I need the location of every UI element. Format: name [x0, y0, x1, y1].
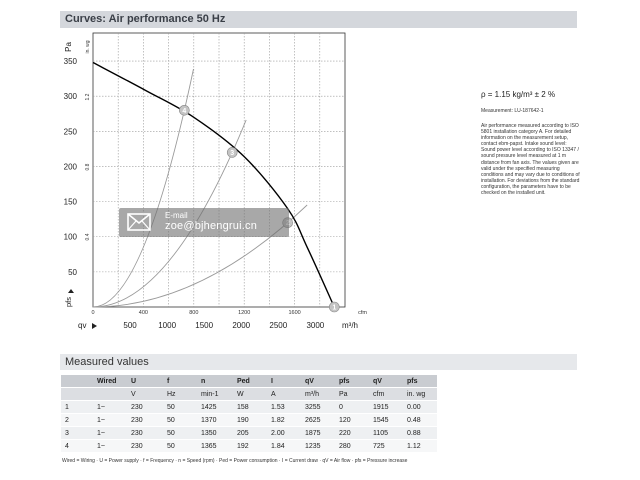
x-axis-symbol: qv — [78, 321, 87, 330]
table-cell: 280 — [335, 440, 369, 453]
table-cell: 1875 — [301, 427, 335, 440]
table-cell: 725 — [369, 440, 403, 453]
table-cell: Hz — [163, 388, 197, 401]
table-cell: 3255 — [301, 401, 335, 414]
table-cell — [93, 388, 127, 401]
measurement-id: Measurement: LU-187642-1 — [481, 108, 544, 114]
table-cell — [61, 388, 93, 401]
table-cell: U — [127, 375, 163, 388]
y2-tick-label: 0.8 — [85, 163, 91, 171]
table-cell: 3 — [61, 427, 93, 440]
x2-tick-label: 2000 — [232, 321, 251, 330]
y-tick-label: 250 — [63, 127, 77, 137]
x-tick-label: 400 — [138, 310, 148, 316]
y-tick-label: 150 — [63, 197, 77, 207]
table-cell: 1915 — [369, 401, 403, 414]
table-cell: 190 — [233, 414, 267, 427]
table-cell: I — [267, 375, 301, 388]
table-cell: cfm — [369, 388, 403, 401]
table-cell: 1350 — [197, 427, 233, 440]
table-cell: 1370 — [197, 414, 233, 427]
table-cell: 1365 — [197, 440, 233, 453]
table-cell: 1~ — [93, 440, 127, 453]
table-cell: 120 — [335, 414, 369, 427]
table-units-row — [61, 388, 437, 401]
table-cell: m³/h — [301, 388, 335, 401]
table-cell: Ped — [233, 375, 267, 388]
x-axis-unit: cfm — [358, 310, 367, 316]
table-cell: in. wg — [403, 388, 437, 401]
table-cell: 50 — [163, 401, 197, 414]
y-tick-label: 350 — [63, 57, 77, 67]
x2-tick-label: 3000 — [306, 321, 325, 330]
y-tick-label: 50 — [68, 267, 77, 277]
table-cell: 205 — [233, 427, 267, 440]
air-density: ρ = 1.15 kg/m³ ± 2 % — [481, 90, 556, 99]
x2-tick-label: 2500 — [269, 321, 288, 330]
y-axis-symbol: pfs — [64, 296, 73, 308]
envelope-icon — [127, 213, 151, 231]
table-cell: pfs — [335, 375, 369, 388]
operating-point-label: 1 — [332, 304, 337, 312]
table-cell: 0 — [335, 401, 369, 414]
table-cell: 1 — [61, 401, 93, 414]
table-cell: pfs — [403, 375, 437, 388]
table-cell: 230 — [127, 427, 163, 440]
y-tick-label: 100 — [63, 232, 77, 242]
table-cell: Wired — [93, 375, 127, 388]
table-cell: 1~ — [93, 401, 127, 414]
table-cell: 50 — [163, 427, 197, 440]
table-cell: 50 — [163, 414, 197, 427]
table-cell: min-1 — [197, 388, 233, 401]
x-tick-label: 800 — [189, 310, 199, 316]
x2-tick-label: 500 — [123, 321, 137, 330]
plot-area — [93, 33, 345, 307]
measured-values-table — [61, 375, 437, 453]
table-cell: 2 — [61, 414, 93, 427]
operating-point-label: 4 — [182, 107, 187, 115]
x-axis-arrow — [92, 323, 97, 329]
table-cell: 0.48 — [403, 414, 437, 427]
y2-tick-label: 1.2 — [85, 93, 91, 101]
table-row — [61, 414, 437, 427]
table-cell: 4 — [61, 440, 93, 453]
x2-tick-label: 1500 — [195, 321, 214, 330]
measurement-notes: Air performance measured according to ISO 5801 installation category A. For detailed information on the measurement setup, contact ebm-papst. Intake sound level: Sound power level according to ISO 13347 / sound pressure level measured at 1 m distance from fan axis. The values given are valid under the specified measuring conditions and may vary due to conditions of installation. For deviations from the standard configuration, the parameters have to be checked on the installed unit. — [481, 123, 580, 197]
table-cell: Pa — [335, 388, 369, 401]
table-cell: 1425 — [197, 401, 233, 414]
table-cell: 0.88 — [403, 427, 437, 440]
table-header-row — [61, 375, 437, 388]
table-cell: 2625 — [301, 414, 335, 427]
table-cell: 1105 — [369, 427, 403, 440]
y-axis-unit: Pa — [64, 42, 73, 52]
table-cell: W — [233, 388, 267, 401]
watermark-email: zoe@bjhengrui.cn — [165, 220, 258, 232]
table-cell: 1~ — [93, 427, 127, 440]
x-tick-label: 1200 — [238, 310, 251, 316]
x-tick-label: 0 — [91, 310, 95, 316]
table-cell: 220 — [335, 427, 369, 440]
table-cell: n — [197, 375, 233, 388]
table-legend: Wired = Wiring · U = Power supply · f = Frequency · n = Speed (rpm) · Ped = Power consumption · I = Current draw · qV = Air flow · pfs = Pressure increase — [62, 458, 408, 464]
y-tick-label: 200 — [63, 162, 77, 172]
table-cell: 1.84 — [267, 440, 301, 453]
table-cell — [61, 375, 93, 388]
table-cell: A — [267, 388, 301, 401]
curves-title: Curves: Air performance 50 Hz — [65, 13, 226, 25]
table-cell: 230 — [127, 414, 163, 427]
email-watermark — [119, 208, 289, 237]
table-row — [61, 440, 437, 453]
table-row — [61, 401, 437, 414]
measured-values-title: Measured values — [65, 356, 149, 368]
table-cell: 1235 — [301, 440, 335, 453]
watermark-label: E-mail — [165, 211, 188, 220]
table-row — [61, 427, 437, 440]
table-cell: 50 — [163, 440, 197, 453]
table-cell: 158 — [233, 401, 267, 414]
table-cell: 1.12 — [403, 440, 437, 453]
x2-tick-label: 1000 — [158, 321, 177, 330]
table-cell: 230 — [127, 401, 163, 414]
table-cell: 0.00 — [403, 401, 437, 414]
table-cell: qV — [369, 375, 403, 388]
table-cell: 1.82 — [267, 414, 301, 427]
table-cell: qV — [301, 375, 335, 388]
table-cell: V — [127, 388, 163, 401]
x2-axis-unit: m³/h — [342, 321, 358, 330]
table-cell: 2.00 — [267, 427, 301, 440]
x-tick-label: 1600 — [288, 310, 301, 316]
table-cell: 1545 — [369, 414, 403, 427]
table-cell: 1~ — [93, 414, 127, 427]
measured-values-header — [60, 354, 577, 370]
table-cell: 1.53 — [267, 401, 301, 414]
table-cell: f — [163, 375, 197, 388]
table-cell: 192 — [233, 440, 267, 453]
y2-tick-label: 0.4 — [85, 233, 91, 241]
y-tick-label: 300 — [63, 92, 77, 102]
operating-point-label: 3 — [230, 149, 235, 157]
table-cell: 230 — [127, 440, 163, 453]
y2-axis-unit: in. wg — [85, 40, 91, 54]
y-axis-arrow — [68, 289, 74, 293]
